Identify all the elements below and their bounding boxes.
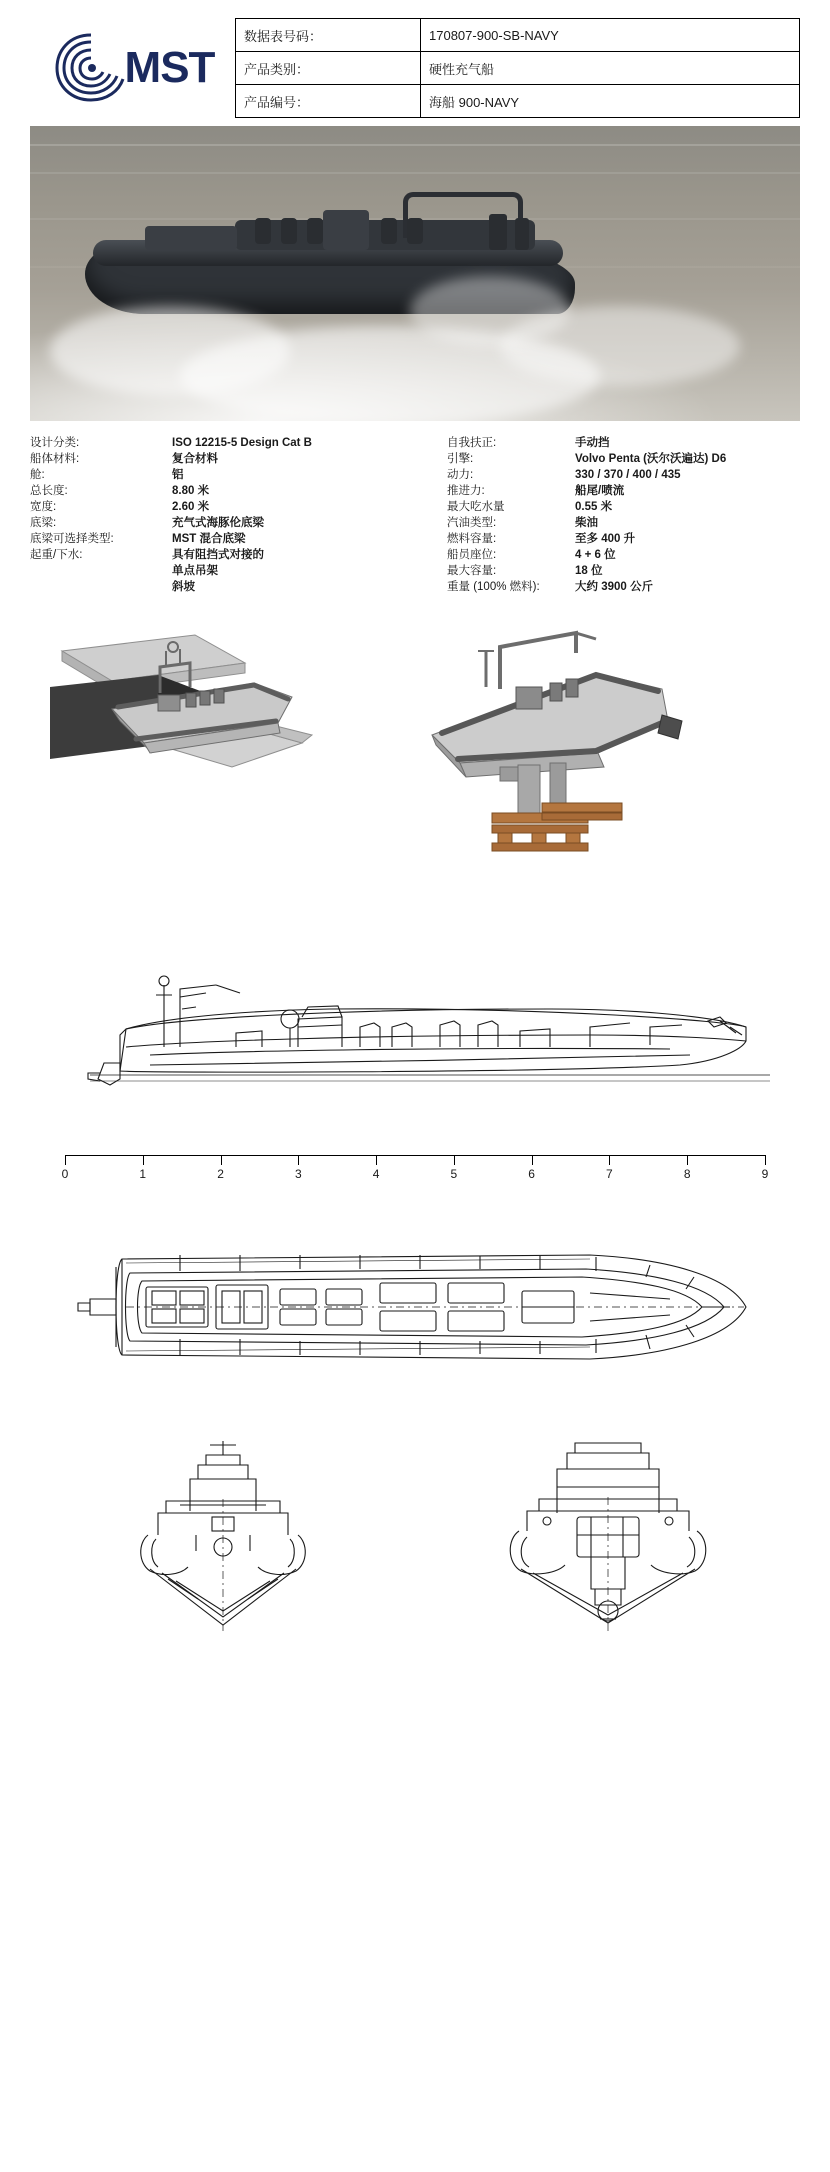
spec-value: MST 混合底梁 [172,533,246,545]
spec-label: 自我扶正: [447,437,497,449]
scale-tick-label: 2 [217,1167,224,1181]
spec-label: 燃料容量: [447,533,497,545]
spec-value: Volvo Penta (沃尔沃遍达) D6 [575,453,727,465]
spec-label: 汽油类型: [447,517,497,529]
spec-column-left [30,435,415,595]
spec-value: 330 / 370 / 400 / 435 [575,469,681,481]
scale-tick-label: 0 [61,1167,69,1181]
spec-label: 船体材料: [30,453,80,465]
table-row [236,19,800,52]
spec-labels-left [30,435,172,595]
spec-label: 引擎: [447,453,474,465]
spec-label: 总长度: [30,485,68,497]
scale-tick-label: 6 [528,1167,535,1181]
spec-label: 底梁可选择类型: [30,533,114,545]
scale-tick-label: 4 [372,1167,380,1181]
spec-label: 最大吃水量 [447,501,505,513]
spec-labels-right [447,435,575,595]
spec-label: 设计分类: [30,437,80,449]
spec-value: 单点吊架 [172,565,218,577]
document-header [30,0,800,118]
scale-tick-label: 1 [139,1167,147,1181]
spec-label: 底梁: [30,517,57,529]
product-category-label: 产品类别： [236,52,421,85]
hero-photo [30,126,800,421]
front-elevation-drawing [30,1439,415,1649]
specifications-block [30,435,800,595]
spec-label: 动力: [447,469,474,481]
spec-value: 柴油 [575,517,598,529]
elevation-views [30,1439,800,1649]
rear-elevation-drawing [415,1439,800,1649]
table-row [236,52,800,85]
spec-label: 宽度: [30,501,57,513]
scale-tick-label: 3 [294,1167,302,1181]
spec-value: 至多 400 升 [575,533,636,545]
spec-label: 起重/下水: [30,549,83,561]
spec-values-left [172,435,415,595]
render-views [30,617,800,877]
spec-value: 充气式海豚伦底梁 [172,517,264,529]
product-category-value: 硬性充气船 [421,52,800,85]
spec-value: ISO 12215-5 Design Cat B [172,437,312,449]
spec-label: 船员座位: [447,549,497,561]
top-plan-drawing [30,1219,800,1399]
spec-value: 4 + 6 位 [575,549,616,561]
scale-tick-label: 7 [606,1167,613,1181]
spec-label: 舱: [30,469,45,481]
spec-value: 斜坡 [172,581,195,593]
swirl-icon [51,29,133,107]
ramp-launch-render [40,617,370,867]
spec-value: 手动挡 [575,437,610,449]
spec-value: 8.80 米 [172,485,210,497]
spec-value: 具有阻挡式对接的 [172,549,264,561]
side-profile-drawing [30,923,800,1153]
product-number-value: 海船 900-NAVY [421,85,800,118]
spec-label: 最大容量: [447,565,497,577]
scale-tick-label: 5 [450,1167,458,1181]
brand-wordmark: MST [124,43,215,92]
spec-label: 重量 (100% 燃料): [447,581,540,593]
spec-value: 0.55 米 [575,501,613,513]
spec-value: 船尾/喷流 [575,485,625,497]
spec-column-right [415,435,800,595]
spec-label: 推进力: [447,485,485,497]
spec-value: 18 位 [575,565,603,577]
spec-value: 大约 3900 公斤 [575,581,653,593]
cradle-stand-render [400,617,730,867]
table-row [236,85,800,118]
spec-values-right [575,435,800,595]
spec-value: 铝 [172,469,184,481]
header-spec-table [235,18,800,118]
product-number-label: 产品编号： [236,85,421,118]
datasheet-number-label: 数据表号码： [236,19,421,52]
spec-value: 复合材料 [172,453,218,465]
datasheet-number-value: 170807-900-SB-NAVY [421,19,800,52]
scale-bar [61,1155,769,1191]
spec-value: 2.60 米 [172,501,210,513]
brand-logo [30,18,235,118]
scale-tick-label: 8 [683,1167,691,1181]
scale-tick-label: 9 [761,1167,769,1181]
